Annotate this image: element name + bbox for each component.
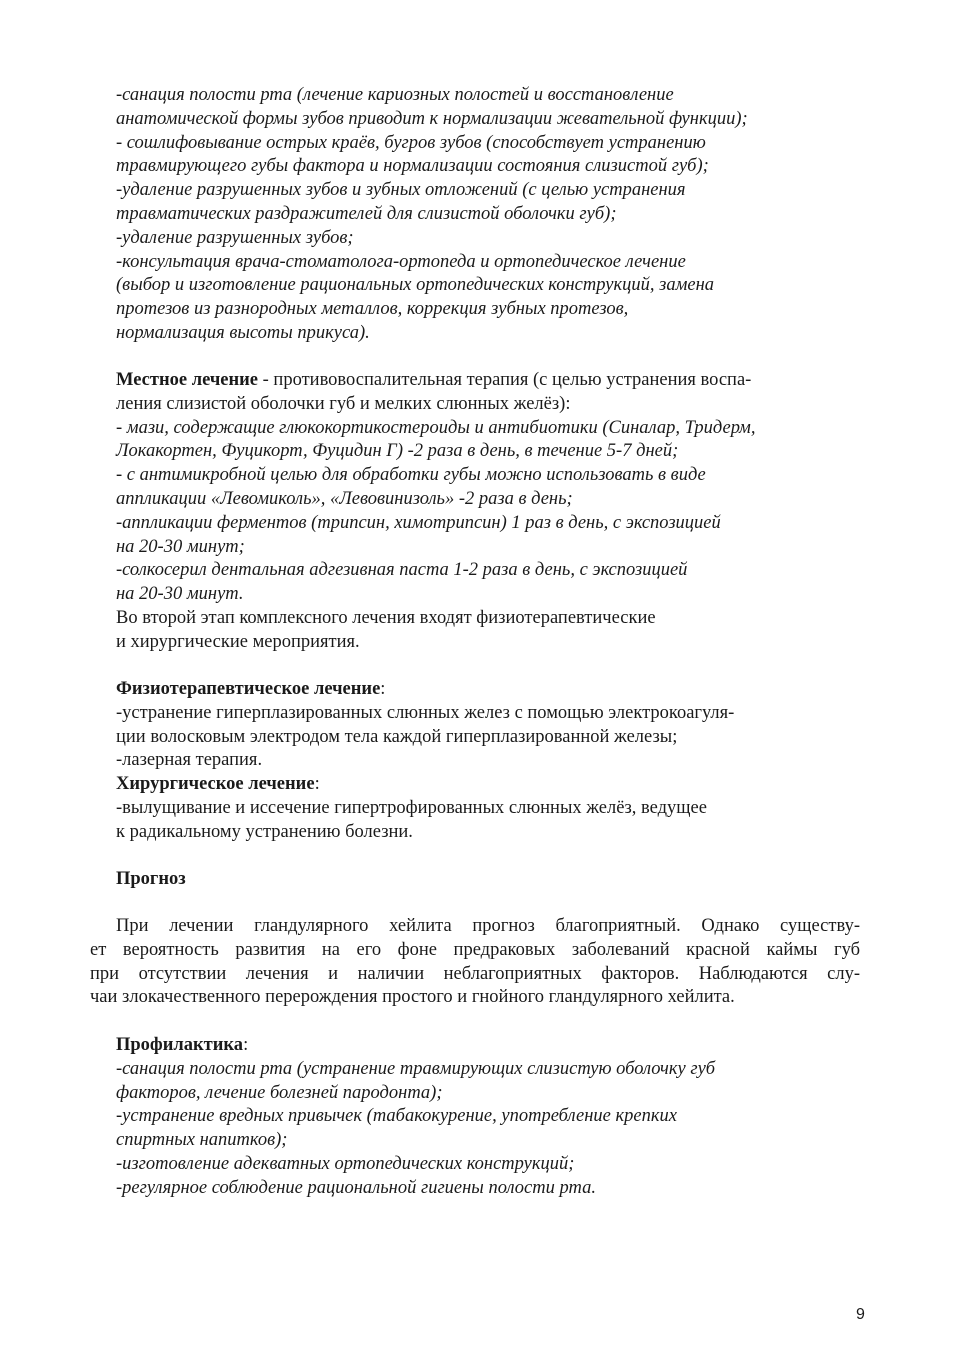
list-line: аппликации «Левомиколь», «Левовинизоль» -2 раза в день; bbox=[116, 488, 573, 509]
paragraph-line: чаи злокачественного перерождения простого и гнойного гландулярного хейлита. bbox=[90, 987, 735, 1008]
list-line: - мази, содержащие глюкокортикостероиды и антибиотики (Синалар, Тридерм, bbox=[116, 417, 756, 438]
surgery-heading: Хирургическое лечение bbox=[116, 774, 315, 795]
physiotherapy-heading: Физиотерапевтическое лечение bbox=[116, 679, 381, 699]
list-line: -солкосерил дентальная адгезивная паста 1-2 раза в день, с экспозицией bbox=[116, 560, 688, 581]
list-line: к радикальному устранению болезни. bbox=[116, 821, 413, 842]
second-stage-text-cont: и хирургические мероприятия. bbox=[116, 631, 360, 652]
heading-colon: : bbox=[314, 774, 320, 795]
list-line: на 20-30 минут; bbox=[116, 536, 245, 557]
physiotherapy-section bbox=[116, 678, 876, 845]
local-treatment-heading: Местное лечение bbox=[116, 370, 259, 390]
list-line: - сошлифовывание острых краёв, бугров зубов (способствует устранению bbox=[116, 132, 706, 153]
prevention-heading: Профилактика bbox=[116, 1035, 244, 1055]
paragraph-line: ет вероятность развития на его фоне предраковых заболеваний красной каймы губ bbox=[90, 939, 860, 960]
local-treatment-intro: - противовоспалительная терапия (с целью устранения воспа- bbox=[258, 370, 752, 390]
list-line: -аппликации ферментов (трипсин, химотрипсин) 1 раз в день, с экспозицией bbox=[116, 512, 721, 533]
list-line: -устранение гиперплазированных слюнных желез с помощью электрокоагуля- bbox=[116, 702, 735, 723]
list-line: -изготовление адекватных ортопедических конструкций; bbox=[116, 1153, 575, 1174]
sanitation-list bbox=[116, 84, 876, 346]
second-stage-text: Во второй этап комплексного лечения входят физиотерапевтические bbox=[116, 607, 656, 628]
list-line: - с антимикробной целью для обработки губы можно использовать в виде bbox=[116, 465, 706, 486]
list-line: -санация полости рта (лечение кариозных полостей и восстановление bbox=[116, 85, 674, 105]
list-line: (выбор и изготовление рациональных ортопедических конструкций, замена bbox=[116, 275, 715, 296]
list-line: -консультация врача-стоматолога-ортопеда и ортопедическое лечение bbox=[116, 251, 686, 272]
list-line: спиртных напитков); bbox=[116, 1130, 288, 1151]
list-line: протезов из разнородных металлов, коррекция зубных протезов, bbox=[116, 299, 629, 320]
list-line: ции волосковым электродом тела каждой гиперплазированной железы; bbox=[116, 726, 678, 747]
list-line: травматических раздражителей для слизистой оболочки губ); bbox=[116, 203, 617, 224]
prevention-section bbox=[116, 1034, 876, 1201]
prognosis-heading: Прогноз bbox=[116, 869, 186, 889]
list-line: -вылущивание и иссечение гипертрофированных слюнных желёз, ведущее bbox=[116, 797, 707, 818]
list-line: -устранение вредных привычек (табакокурение, употребление крепких bbox=[116, 1106, 677, 1127]
local-treatment-intro-cont: ления слизистой оболочки губ и мелких слюнных желёз): bbox=[116, 393, 571, 414]
local-treatment-section bbox=[116, 369, 876, 655]
heading-colon: : bbox=[243, 1035, 249, 1055]
heading-colon: : bbox=[380, 679, 386, 699]
list-line: на 20-30 минут. bbox=[116, 584, 244, 605]
page-number: 9 bbox=[856, 1306, 865, 1323]
prognosis-paragraph bbox=[90, 915, 860, 1010]
prognosis-heading-block bbox=[116, 868, 876, 892]
paragraph-line: при отсутствии лечения и наличии неблагоприятных факторов. Наблюдаются слу- bbox=[90, 963, 860, 984]
list-line: -санация полости рта (устранение травмирующих слизистую оболочку губ bbox=[116, 1058, 716, 1079]
list-line: факторов, лечение болезней пародонта); bbox=[116, 1082, 443, 1103]
list-line: анатомической формы зубов приводит к нормализации жевательной функции); bbox=[116, 108, 748, 129]
list-line: -удаление разрушенных зубов; bbox=[116, 227, 354, 248]
list-line: -удаление разрушенных зубов и зубных отложений (с целью устранения bbox=[116, 180, 686, 201]
list-line: нормализация высоты прикуса). bbox=[116, 322, 370, 343]
list-line: -лазерная терапия. bbox=[116, 750, 263, 771]
paragraph-line: При лечении гландулярного хейлита прогноз благоприятный. Однако существу- bbox=[116, 916, 860, 936]
list-line: -регулярное соблюдение рациональной гигиены полости рта. bbox=[116, 1177, 596, 1198]
list-line: Локакортен, Фуцикорт, Фуцидин Г) -2 раза в день, в течение 5-7 дней; bbox=[116, 441, 679, 462]
list-line: травмирующего губы фактора и нормализации состояния слизистой губ); bbox=[116, 156, 709, 177]
